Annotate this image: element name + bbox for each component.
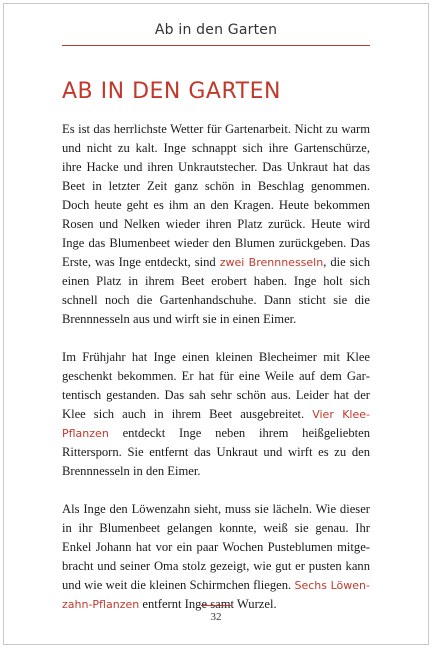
footer-divider <box>201 605 231 606</box>
paragraph-2-text-b: entdeckt Inge neben ihrem heißgeliebten Rittersporn. Sie entfernt das Unkraut und wirft es zu den Brennnesseln in den Eimer. <box>62 426 370 478</box>
paragraph-2 <box>62 348 370 481</box>
body-text <box>62 120 370 633</box>
paragraph-1-text-b: , die sich einen Platz in ihrem Beet erobert haben. Inge holt sich schnell noch die Gartenhandschuhe. Dann sticht sie die Brennnesseln aus und wirft sie in einen Eimer. <box>62 255 370 326</box>
running-header: Ab in den Garten <box>154 22 278 38</box>
paragraph-2-text-a: Im Frühjahr hat Inge einen kleinen Blecheimer mit Klee geschenkt bekommen. Er hat für eine Weile auf dem Gartentisch gestanden. Das sah sehr schön aus. Leider hat der Klee sich auch in ihrem Beet ausgebreitet. <box>62 350 370 421</box>
highlight-loewenzahn: Sechs Löwenzahn-Pflanzen <box>62 579 371 611</box>
header-divider <box>62 45 370 46</box>
paragraph-3 <box>62 500 370 614</box>
paragraph-1 <box>62 120 370 329</box>
highlight-brennnesseln: zwei Brennnesseln <box>219 256 324 269</box>
paragraph-3-text-b: entfernt Inge samt Wurzel. <box>139 597 277 611</box>
paragraph-1-text-a: Es ist das herrlichste Wetter für Gartenarbeit. Nicht zu warm und nicht zu kalt. Inge schnappt sich ihre Gartenschürze, ihre Hacke und ihren Unkrautstecher. Das Unkraut hat das Beet in letzter Zeit ganz schön in Beschlag genommen. Doch heute geht es ihm an den Kragen. Heute bekommen Rosen und Nelken wieder ihren Platz zurück. Heute wird Inge das Blumenbeet wieder den Blumen zurückgeben. Das Erste, was Inge entdeckt, sind <box>62 122 370 269</box>
highlight-klee: Vier Klee-Pflanzen <box>62 408 370 440</box>
chapter-title: AB IN DEN GARTEN <box>62 79 281 104</box>
paragraph-3-text-a: Als Inge den Löwenzahn sieht, muss sie lächeln. Wie dieser in ihr Blumenbeet gelangen konnte, weiß sie genau. Ihr Enkel Johann hat vor ein paar Wochen Pusteblumen mitgebracht und seiner Oma stolz gezeigt, wie gut er pusten kann und wie weit die kleinen Schirmchen fliegen. <box>62 502 370 592</box>
page-number: 32 <box>210 611 222 623</box>
